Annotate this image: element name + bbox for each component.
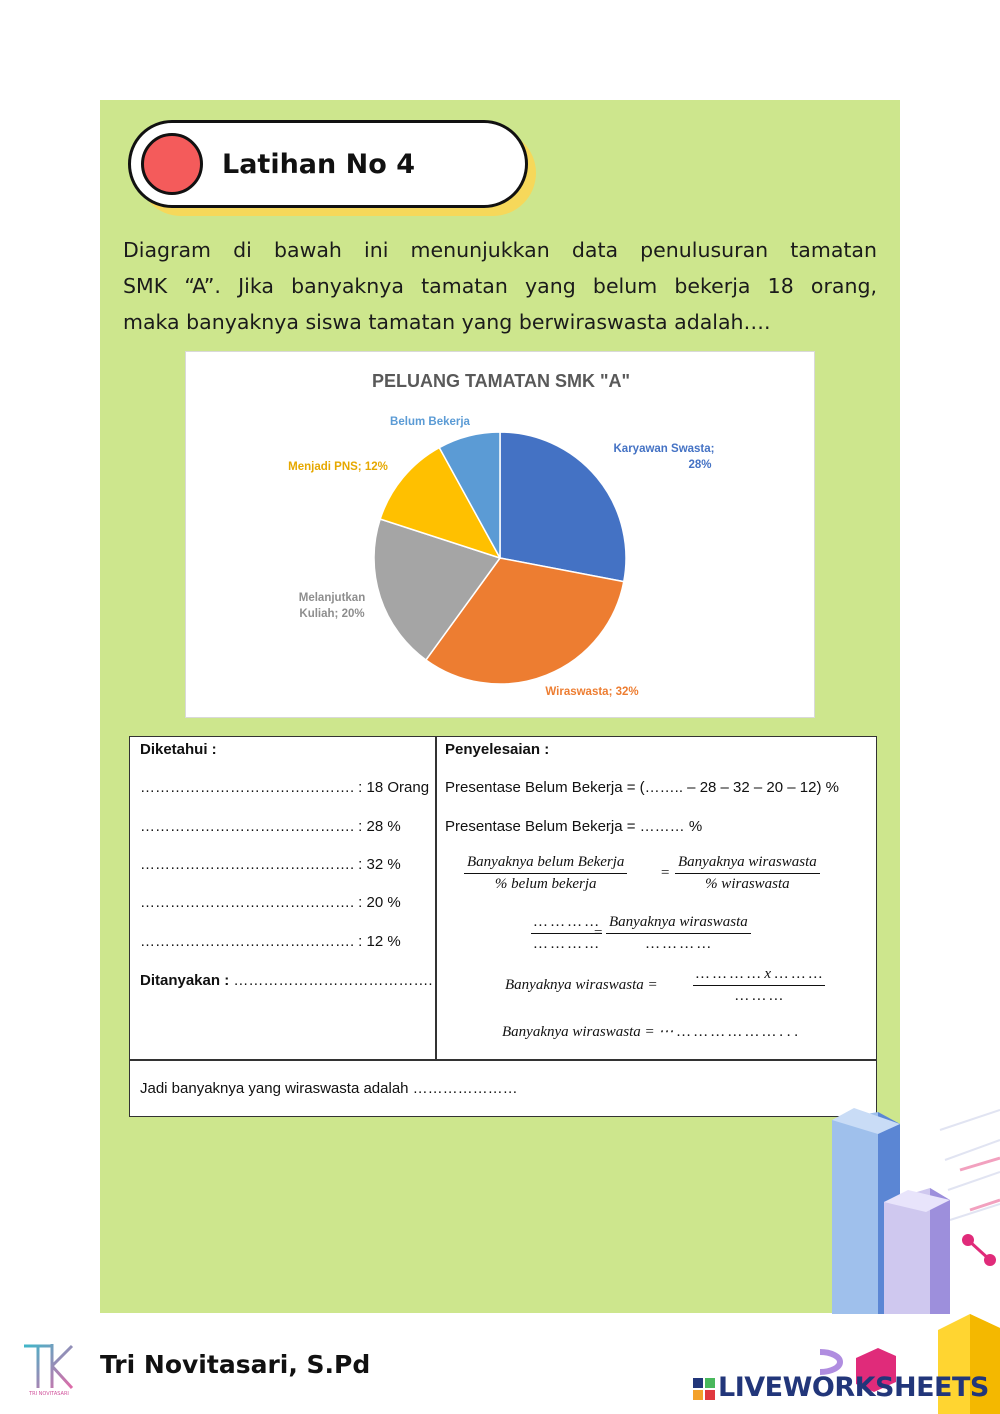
- pie-label-melanjutkan-kuliah: Melanjutkan: [298, 592, 366, 604]
- known-row: [140, 894, 401, 911]
- table-row-divider: [130, 1059, 876, 1061]
- pie-label-wiraswasta: Wiraswasta; 32%: [545, 686, 639, 698]
- question-line-3: maka banyaknya siswa tamatan yang berwiraswasta adalah….: [123, 310, 771, 334]
- known-row-blank[interactable]: …………………………………….: [140, 856, 355, 873]
- eq1-left-fraction: [464, 854, 627, 893]
- answer-table: [129, 736, 877, 1117]
- eq1-right-fraction: [675, 854, 820, 893]
- table-column-divider: [435, 737, 437, 1059]
- penyelesaian-header: Penyelesaian :: [445, 741, 550, 758]
- liveworksheets-brand[interactable]: LIVEWORKSHEETS: [718, 1372, 989, 1403]
- pie-label-line2-melanjutkan-kuliah: Kuliah; 20%: [299, 608, 365, 620]
- eq2-den-left[interactable]: … … … …: [534, 936, 599, 952]
- known-row: [140, 818, 401, 835]
- eq3-num[interactable]: … … … … x … … …: [693, 966, 825, 986]
- exercise-title: Latihan No 4: [222, 149, 415, 180]
- eq2-num-left[interactable]: … … … …: [531, 914, 602, 934]
- pie-label-menjadi-pns: Menjadi PNS; 12%: [288, 461, 388, 473]
- conclusion[interactable]: Jadi banyaknya yang wiraswasta adalah …………………: [140, 1080, 518, 1097]
- red-dot-icon: [141, 133, 203, 195]
- eq1-den-left: % belum bekerja: [494, 876, 597, 892]
- eq3-fraction[interactable]: [693, 966, 825, 1005]
- eq1-equals: =: [660, 865, 671, 881]
- known-row-value: : 12 %: [358, 933, 401, 950]
- pie-label-belum-bekerja: Belum Bekerja: [390, 416, 470, 428]
- known-row-blank[interactable]: …………………………………….: [140, 818, 355, 835]
- pie-label-karyawan-swasta: Karyawan Swasta;: [613, 443, 715, 455]
- ditanyakan-label: Ditanyakan :: [140, 972, 230, 989]
- eq1-den-right: % wiraswasta: [705, 876, 790, 892]
- known-row-value: : 18 Orang: [358, 779, 430, 796]
- known-row: [140, 933, 401, 950]
- eq2-right-fraction: [606, 914, 751, 953]
- ditanyakan-row: [140, 972, 433, 989]
- liveworksheets-logo-icon: [693, 1378, 715, 1400]
- known-row-blank[interactable]: …………………………………….: [140, 933, 355, 950]
- tk-logo-icon: [22, 1342, 76, 1398]
- pie-slice-karyawan-swasta: [500, 432, 626, 582]
- known-row: [140, 779, 429, 796]
- known-row: [140, 856, 401, 873]
- logo-caption: TRI NOVITASARI: [29, 1391, 69, 1397]
- known-row-value: : 20 %: [358, 894, 401, 911]
- eq3-den[interactable]: … … …: [735, 988, 783, 1004]
- eq2-den-right[interactable]: … … … …: [646, 936, 711, 952]
- eq2-left-fraction[interactable]: [531, 914, 602, 953]
- pie-label-line2-karyawan-swasta: 28%: [688, 459, 712, 471]
- eq1-num-right: Banyaknya wiraswasta: [675, 854, 820, 874]
- step-1[interactable]: Presentase Belum Bekerja = (…….. – 28 – 32 – 20 – 12) %: [445, 779, 839, 796]
- question-line-1: Diagram di bawah ini menunjukkan data penulusuran tamatan: [123, 238, 877, 262]
- chart-title: PELUANG TAMATAN SMK "A": [371, 371, 631, 391]
- eq2-num-right: Banyaknya wiraswasta: [606, 914, 751, 934]
- known-row-value: : 32 %: [358, 856, 401, 873]
- eq3-left: Banyaknya wiraswasta =: [505, 977, 658, 993]
- pie-chart-svg: [186, 352, 816, 719]
- bar-chart-decoration-icon: [820, 1100, 1000, 1414]
- question-line-2: SMK “A”. Jika banyaknya tamatan yang belum bekerja 18 orang,: [123, 274, 877, 298]
- step-2[interactable]: Presentase Belum Bekerja = ……… %: [445, 818, 703, 835]
- eq2-equals: =: [593, 925, 604, 941]
- known-row-blank[interactable]: …………………………………….: [140, 894, 355, 911]
- eq1-num-left: Banyaknya belum Bekerja: [464, 854, 627, 874]
- pie-chart: [185, 351, 815, 718]
- ditanyakan-blank[interactable]: ………………………………….: [233, 972, 433, 989]
- question-text: [123, 232, 877, 340]
- author-name: Tri Novitasari, S.Pd: [100, 1350, 371, 1379]
- eq4[interactable]: Banyaknya wiraswasta = ⋯ … … … … … … . . .: [502, 1024, 799, 1040]
- known-row-value: : 28 %: [358, 818, 401, 835]
- known-row-blank[interactable]: …………………………………….: [140, 779, 355, 796]
- diketahui-header: Diketahui :: [140, 741, 217, 758]
